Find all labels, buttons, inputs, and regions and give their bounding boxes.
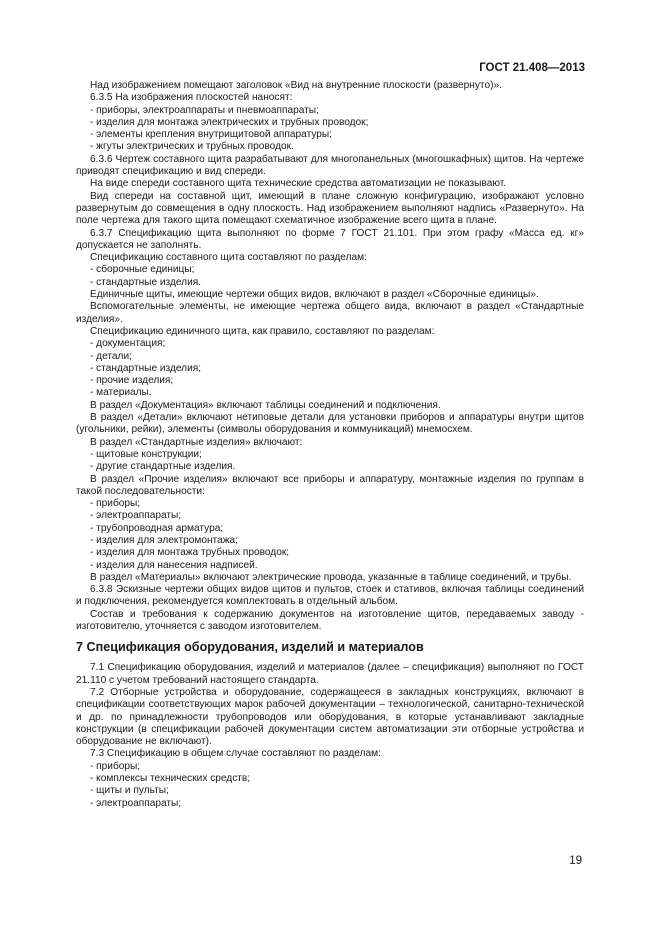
list-item: - щиты и пульты;: [90, 785, 169, 797]
list-item: - прочие изделия;: [90, 375, 174, 387]
list-item: - приборы;: [90, 760, 141, 772]
paragraph: В раздел «Детали» включают нетиповые детали для установки приборов и аппаратуры внутри щитов (угольники, рейки), элементы (символы оборудования и коммуникаций) мнемосхем.: [76, 412, 584, 436]
list-item: - жгуты электрических и трубных проводок.: [90, 141, 294, 153]
paragraph: В раздел «Документация» включают таблицы соединений и подключения.: [90, 399, 441, 411]
paragraph: 6.3.7 Спецификацию щита выполняют по форме 7 ГОСТ 21.101. При этом графу «Масса ед. кг» допускается не заполнять.: [76, 227, 584, 251]
paragraph: Вспомогательные элементы, не имеющие чертежа общего вида, включают в раздел «Стандартные изделия».: [76, 301, 584, 325]
paragraph: 6.3.8 Эскизные чертежи общих видов щитов и пультов, стоек и стативов, включая таблицы соединений и подключения, рекомендуется комплектовать в отдельный альбом.: [76, 584, 584, 608]
paragraph: В раздел «Прочие изделия» включают все приборы и аппаратуру, монтажные изделия по группам в такой последовательности:: [76, 473, 584, 497]
list-item: - электроаппараты;: [90, 797, 182, 809]
list-item: - комплексы технических средств;: [90, 773, 251, 785]
document-code: ГОСТ 21.408—2013: [479, 62, 585, 74]
paragraph: На виде спереди составного щита технические средства автоматизации не показывают.: [90, 178, 507, 190]
list-item: - стандартные изделия;: [90, 362, 202, 374]
list-item: - элементы крепления внутрищитовой аппаратуры;: [90, 129, 332, 141]
paragraph: Спецификацию составного щита составляют по разделам:: [90, 252, 367, 264]
paragraph: Состав и требования к содержанию документов на изготовление щитов, передаваемых заводу - изготовителю, уточняется с заводом изготовителем.: [76, 608, 584, 633]
paragraph: Над изображением помещают заголовок «Вид на внутренние плоскости (развернуто)».: [90, 80, 502, 91]
list-item: - приборы;: [90, 498, 141, 510]
list-item: - изделия для монтажа трубных проводок;: [90, 547, 290, 559]
list-item: - другие стандартные изделия.: [90, 461, 236, 473]
list-item: - документация;: [90, 338, 166, 350]
page-number: 19: [569, 855, 582, 867]
document-body: [76, 80, 584, 810]
paragraph: 7.1 Спецификацию оборудования, изделий и материалов (далее – спецификация) выполняют по ГОСТ 21.110 с учетом требований настоящего стандарта.: [76, 662, 584, 686]
paragraph: В раздел «Материалы» включают электрические провода, указанные в таблице соединений, и трубы.: [90, 571, 572, 583]
list-item: - материалы.: [90, 387, 152, 399]
list-item: - детали;: [90, 350, 132, 362]
list-item: - сборочные единицы;: [90, 264, 195, 276]
list-item: - изделия для нанесения надписей.: [90, 559, 258, 571]
paragraph: 6.3.5 На изображения плоскостей наносят:: [90, 92, 293, 104]
list-item: - электроаппараты;: [90, 510, 182, 522]
paragraph: 6.3.6 Чертеж составного щита разрабатывают для многопанельных (многошкафных) щитов. На чертеже приводят спецификацию и вид спереди.: [76, 153, 584, 178]
list-item: - изделия для электромонтажа;: [90, 534, 238, 546]
paragraph: 7.3 Спецификацию в общем случае составляют по разделам:: [90, 748, 381, 760]
list-item: - изделия для монтажа электрических и трубных проводок;: [90, 116, 369, 128]
paragraph: В раздел «Стандартные изделия» включают:: [90, 436, 303, 448]
section-heading: 7 Спецификация оборудования, изделий и материалов: [76, 640, 424, 655]
list-item: - приборы, электроаппараты и пневмоаппараты;: [90, 104, 319, 116]
paragraph: 7.2 Отборные устройства и оборудование, содержащееся в закладных конструкциях, включают в спецификации соответствующих марок рабочей документации – технологической, санитарно-технической и др. по принадлежности трубопроводов или оборудования, в которые устанавливают закладные конструкции (в спецификации рабочей документации систем автоматизации эти отборные устройства и оборудование не включают).: [76, 686, 584, 748]
paragraph: Спецификацию единичного щита, как правило, составляют по разделам:: [90, 325, 435, 337]
list-item: - стандартные изделия.: [90, 276, 202, 288]
list-item: - щитовые конструкции;: [90, 448, 202, 460]
list-item: - трубопроводная арматура;: [90, 522, 224, 534]
paragraph: Вид спереди на составной щит, имеющий в плане сложную конфигурацию, изображают условно развернутым до совмещения в одну плоскость. Над изображением выполняют надпись «Развернуто». На поле чертежа для такого щита помещают схематичное изображение всего щита в плане.: [76, 190, 584, 227]
paragraph: Единичные щиты, имеющие чертежи общих видов, включают в раздел «Сборочные единицы».: [90, 289, 539, 301]
